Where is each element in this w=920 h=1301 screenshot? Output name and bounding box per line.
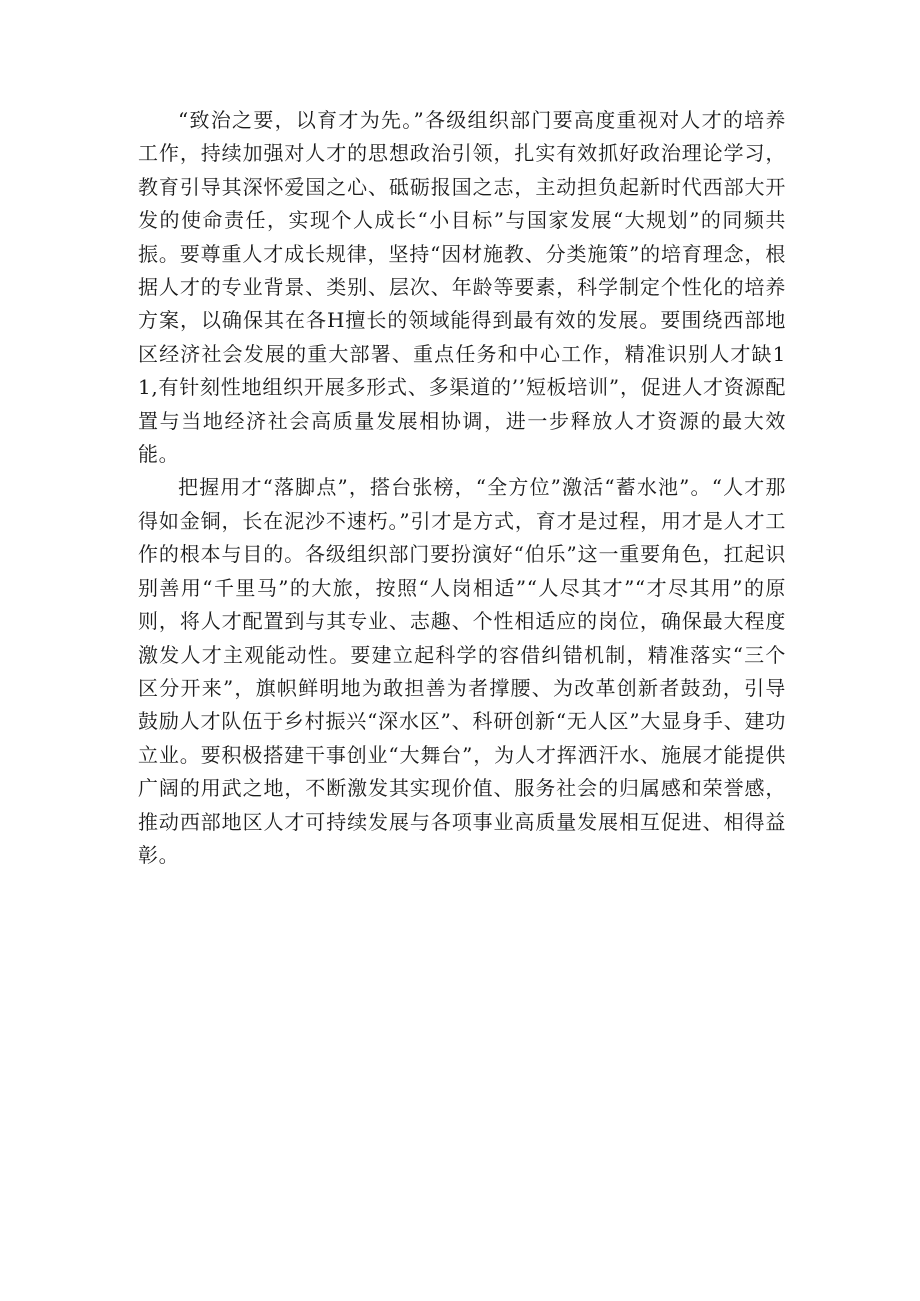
- paragraph-talent-cultivation: “致治之要，以育才为先。”各级组织部门要高度重视对人才的培养工作，持续加强对人才的思想政治引领，扎实有效抓好政治理论学习，教育引导其深怀爱国之心、砥砺报国之志，主动担负起新时代西部大开发的使命责任，实现个人成长“小目标”与国家发展“大规划”的同频共振。要尊重人才成长规律，坚持“因材施教、分类施策”的培育理念，根据人才的专业背景、类别、层次、年龄等要素，科学制定个性化的培养方案，以确保其在各H擅长的领域能得到最有效的发展。要围绕西部地区经济社会发展的重大部署、重点任务和中心工作，精准识别人才缺11,有针刻性地组织开展多形式、多渠道的’’短板培训”，促进人才资源配置与当地经济社会高质量发展相协调，进一步释放人才资源的最大效能。: [138, 108, 786, 467]
- document-body: [138, 104, 786, 872]
- paragraph-talent-utilization: 把握用才“落脚点”，搭台张榜，“全方位”激活“蓄水池”。“人才那得如金铜，长在泥沙不速朽。”引才是方式，育才是过程，用才是人才工作的根本与目的。各级组织部门要扮演好“伯乐”这一重要角色，扛起识别善用“千里马”的大旅，按照“人岗相适”“人尽其才”“才尽其用”的原则，将人才配置到与其专业、志趣、个性相适应的岗位，确保最大程度激发人才主观能动性。要建立起科学的容借纠错机制，精准落实“三个区分开来”，旗帜鲜明地为敢担善为者撑腰、为改革创新者鼓劲，引导鼓励人才队伍于乡村振兴“深水区”、科研创新“无人区”大显身手、建功立业。要积极搭建干事创业“大舞台”，为人才挥洒汗水、施展才能提供广阔的用武之地，不断激发其实现价值、服务社会的归属感和荣誉感，推动西部地区人才可持续发展与各项事业高质量发展相互促进、相得益彰。: [138, 475, 786, 867]
